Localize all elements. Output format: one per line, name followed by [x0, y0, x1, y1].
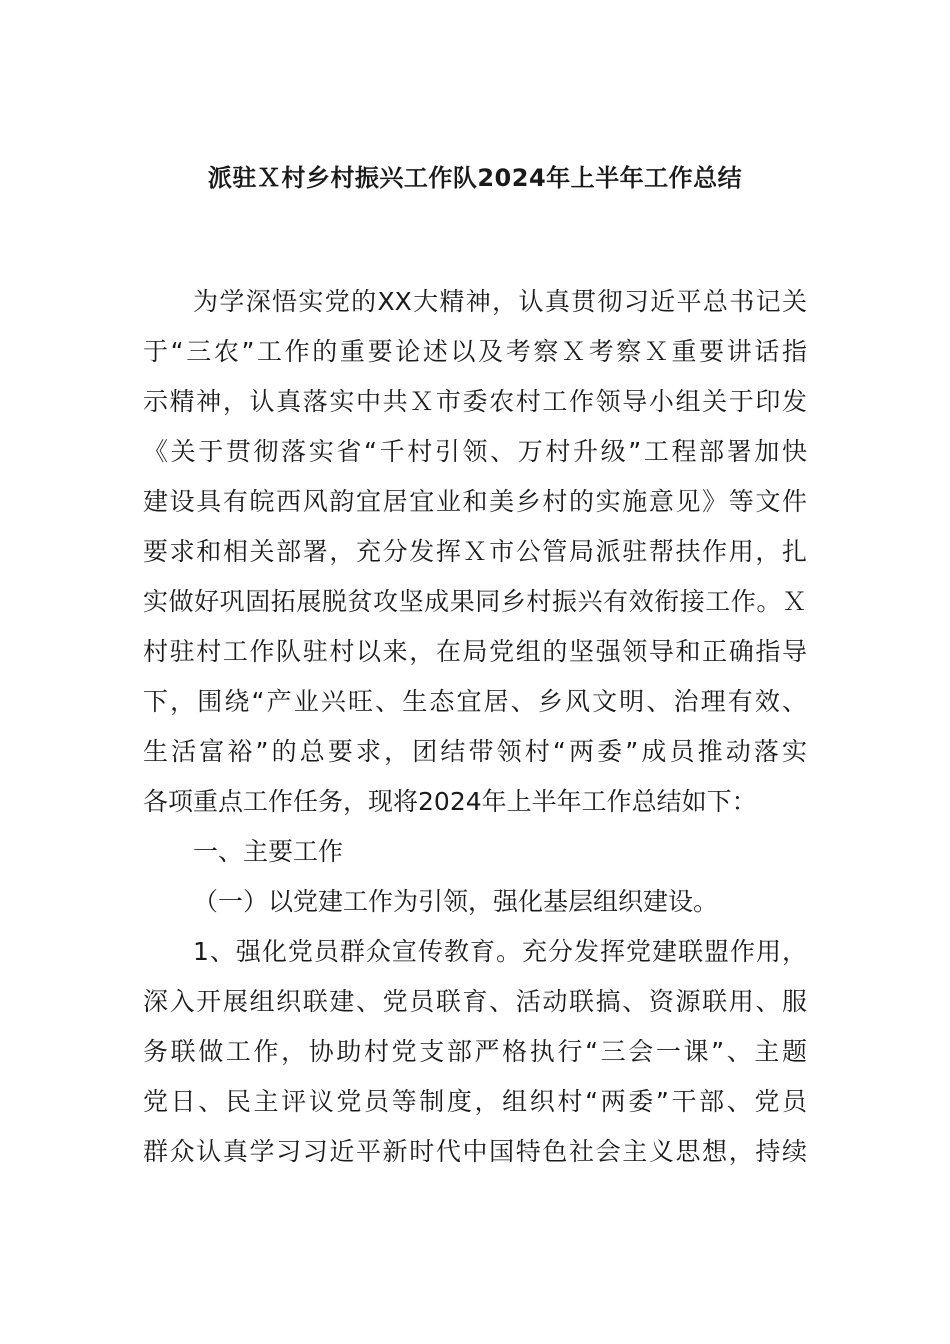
paragraph-line: 村驻村工作队驻村以来，在局党组的坚强领导和正确指导	[143, 637, 807, 666]
paragraph-line: 群众认真学习习近平新时代中国特色社会主义思想，持续	[143, 1137, 807, 1166]
paragraph-line: 深入开展组织联建、党员联育、活动联搞、资源联用、服	[143, 987, 807, 1016]
paragraph-line: 下，围绕“产业兴旺、生态宜居、乡风文明、治理有效、	[143, 687, 807, 716]
paragraph-line: 建设具有皖西风韵宜居宜业和美乡村的实施意见》等文件	[143, 487, 807, 516]
paragraph-line: 于“三农”工作的重要论述以及考察Ｘ考察Ｘ重要讲话指	[143, 337, 807, 366]
paragraph-line: 为学深悟实党的XX大精神，认真贯彻习近平总书记关	[193, 287, 807, 316]
section-heading: 一、主要工作	[193, 837, 344, 866]
paragraph-line: 《关于贯彻落实省“千村引领、万村升级”工程部署加快	[143, 437, 807, 466]
paragraph-line: 务联做工作，协助村党支部严格执行“三会一课”、主题	[143, 1037, 807, 1066]
paragraph-line: 党日、民主评议党员等制度，组织村“两委”干部、党员	[143, 1087, 807, 1116]
subsection-heading: （一）以党建工作为引领，强化基层组织建设。	[193, 887, 719, 916]
paragraph-line: 1、强化党员群众宣传教育。充分发挥党建联盟作用，	[193, 937, 807, 966]
paragraph-line: 各项重点工作任务，现将2024年上半年工作总结如下：	[143, 787, 757, 816]
paragraph-line: 示精神，认真落实中共Ｘ市委农村工作领导小组关于印发	[143, 387, 807, 416]
paragraph-line: 要求和相关部署，充分发挥Ｘ市公管局派驻帮扶作用，扎	[143, 537, 807, 566]
paragraph-line: 生活富裕”的总要求，团结带领村“两委”成员推动落实	[143, 737, 807, 766]
document-title: 派驻Ｘ村乡村振兴工作队2024年上半年工作总结	[207, 164, 743, 192]
document-body	[143, 283, 807, 1183]
paragraph-line: 实做好巩固拓展脱贫攻坚成果同乡村振兴有效衔接工作。Ｘ	[143, 587, 807, 616]
